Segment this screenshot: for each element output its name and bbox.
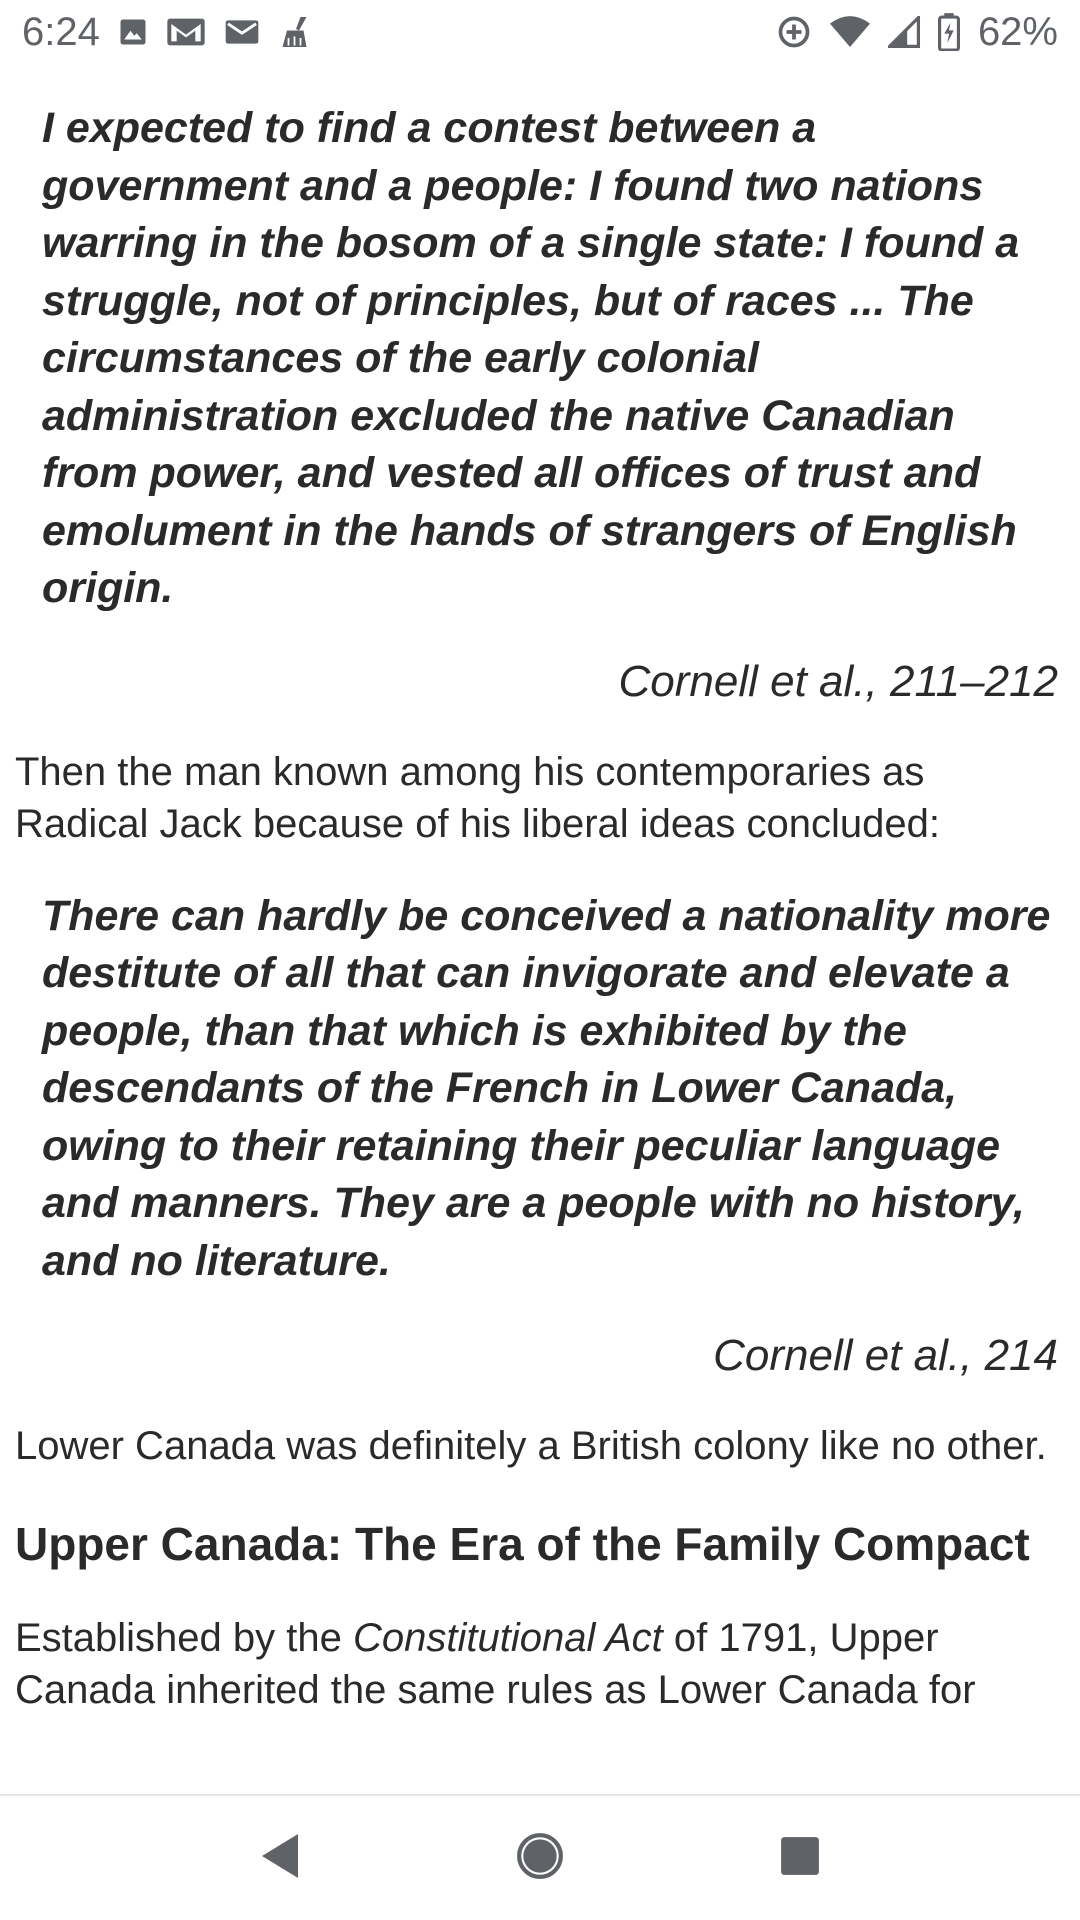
block-quote: I expected to find a contest between a government and a people: I found two nations warring in the bosom of a single state: I found a struggle, not of principles, but of races ... The circumstances of the early colonial administration excluded the native Canadian from power, and vested all offices of trust and emolument in the hands of strangers of English origin. xyxy=(42,104,1020,612)
navigation-bar xyxy=(0,1794,1080,1920)
paragraph-text: Established by the xyxy=(15,1616,353,1660)
battery-percent: 62% xyxy=(977,9,1058,54)
paragraph: Then the man known among his contemporaries as Radical Jack because of his liberal ideas concluded: xyxy=(15,749,940,846)
home-button[interactable] xyxy=(485,1803,595,1913)
mail-icon xyxy=(224,18,260,46)
back-button[interactable] xyxy=(225,1803,335,1913)
status-time: 6:24 xyxy=(22,9,100,54)
status-left xyxy=(22,10,314,55)
data-saver-icon xyxy=(776,14,812,50)
paragraph: Lower Canada was definitely a British colony like no other. xyxy=(15,1424,1047,1468)
section-heading: Upper Canada: The Era of the Family Compact xyxy=(15,1518,1030,1570)
battery-charging-icon xyxy=(938,13,960,51)
paragraph xyxy=(15,1612,1062,1716)
paragraph-text: of 1791, Upper Canada inherited the same rules as Lower Canada for xyxy=(15,1616,976,1712)
article-content[interactable] xyxy=(0,64,1080,1794)
wifi-icon xyxy=(830,15,870,49)
gmail-icon xyxy=(166,16,206,48)
quote-citation: Cornell et al., 211–212 xyxy=(618,656,1058,706)
home-icon xyxy=(515,1831,565,1886)
cleaner-icon xyxy=(278,14,314,50)
recents-icon xyxy=(779,1835,821,1882)
status-bar xyxy=(0,0,1080,64)
image-icon xyxy=(118,17,148,47)
status-right xyxy=(776,10,1058,55)
paragraph-emphasis: Constitutional Act xyxy=(353,1616,663,1660)
recents-button[interactable] xyxy=(745,1803,855,1913)
quote-citation: Cornell et al., 214 xyxy=(713,1331,1058,1380)
block-quote: There can hardly be conceived a nationality more destitute of all that can invigorate and elevate a people, than that which is exhibited by the descendants of the French in Lower Canada, owing to their retaining their peculiar language and manners. They are a people with no history, and no literature. xyxy=(42,891,1051,1285)
signal-icon xyxy=(888,16,920,48)
back-icon xyxy=(258,1832,302,1885)
